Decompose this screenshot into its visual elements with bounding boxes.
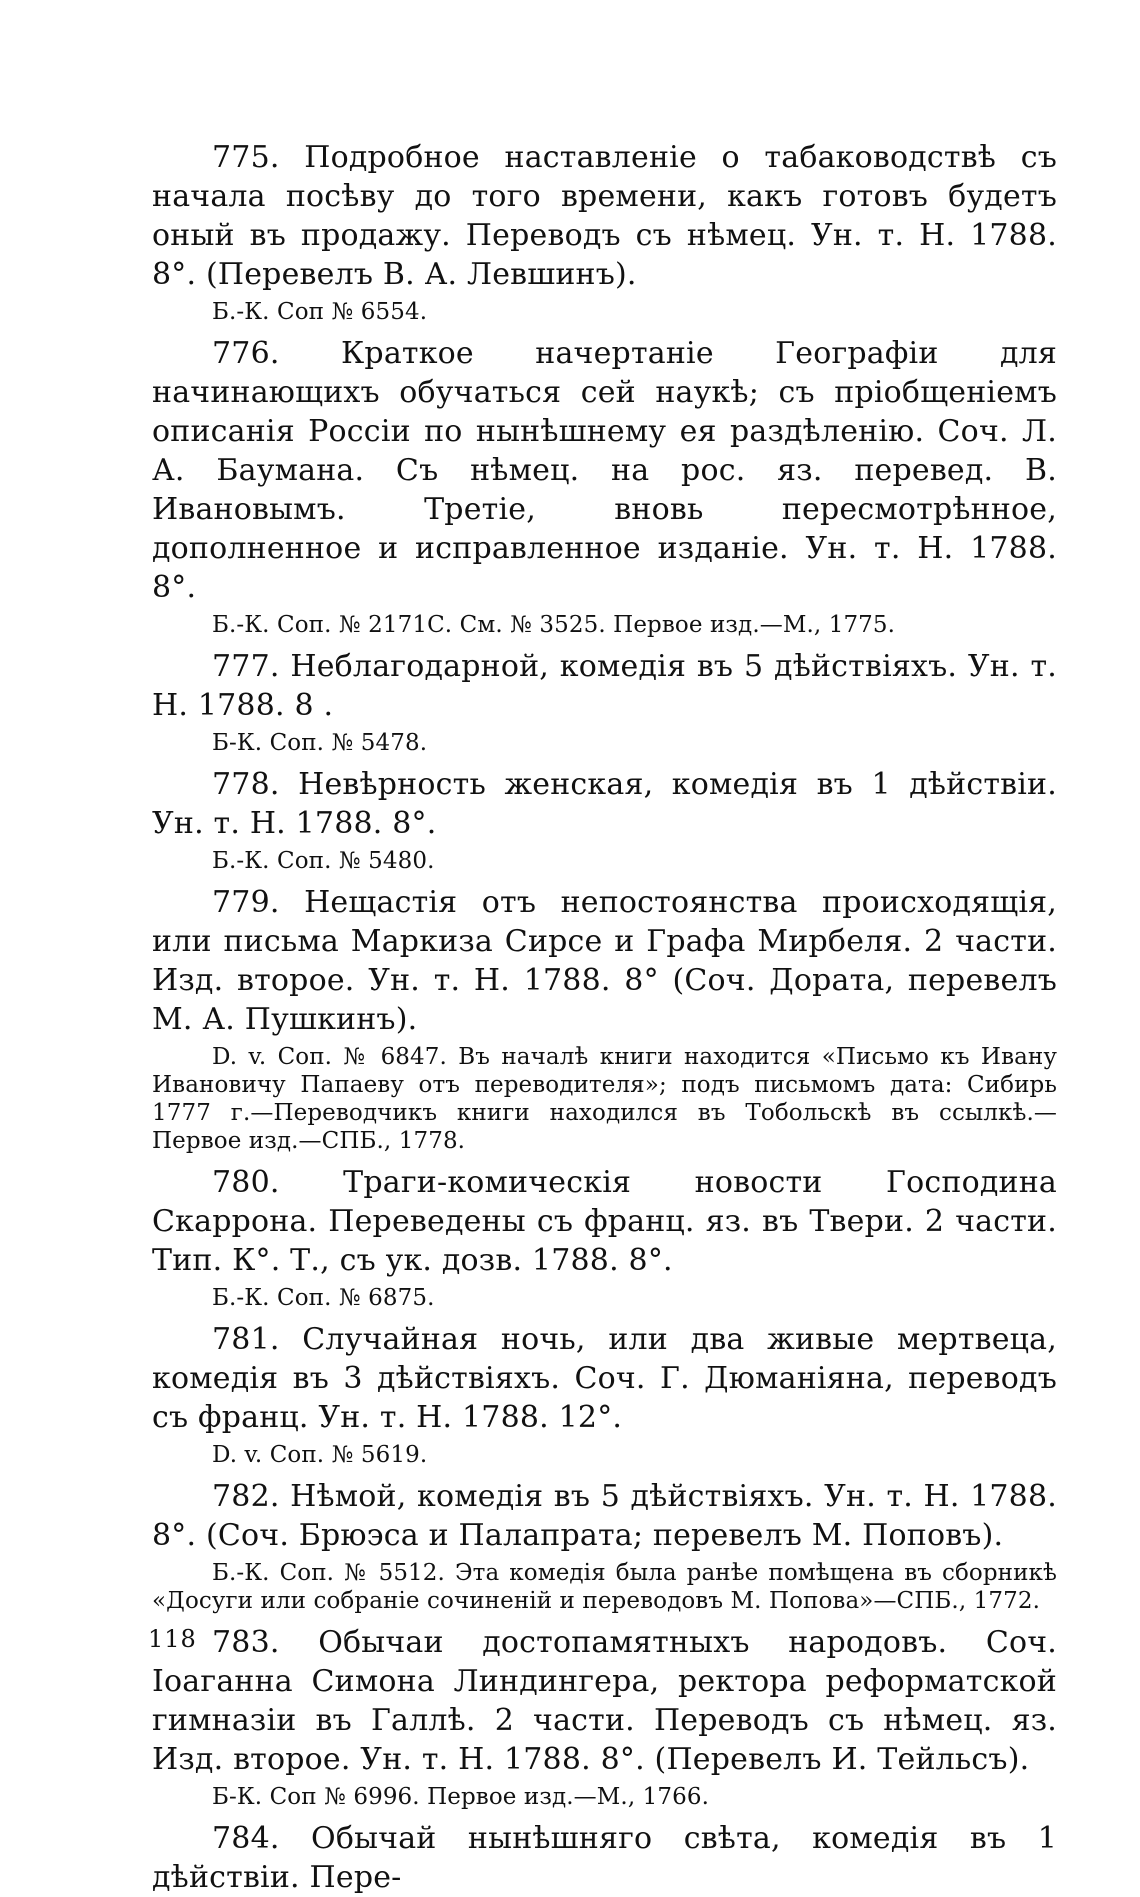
entry-777 bbox=[152, 647, 1057, 757]
entry-note: D. v. Соп. № 5619. bbox=[212, 1442, 428, 1468]
entry-text: 779. Нещастія отъ непостоянства происходящія, или письма Маркиза Сирсе и Графа Мирбеля. 2 части. Изд. второе. Ун. т. Н. 1788. 8° (Соч. Дората, перевелъ М. А. Пушкинъ). bbox=[152, 885, 1057, 1037]
entry-783 bbox=[152, 1623, 1057, 1811]
page-body bbox=[152, 138, 1057, 1897]
entry-text: 782. Нѣмой, комедія въ 5 дѣйствіяхъ. Ун. т. Н. 1788. 8°. (Соч. Брюэса и Палапрата; перевелъ М. Поповъ). bbox=[152, 1479, 1057, 1553]
entry-780 bbox=[152, 1163, 1057, 1312]
entry-784 bbox=[152, 1819, 1057, 1897]
entry-775 bbox=[152, 138, 1057, 326]
entry-text: 775. Подробное наставленіе о табаководствѣ съ начала посѣву до того времени, какъ готовъ будетъ оный въ продажу. Переводъ съ нѣмец. Ун. т. Н. 1788. 8°. (Перевелъ В. А. Левшинъ). bbox=[152, 140, 1057, 292]
entry-note: Б-К. Соп. № 5478. bbox=[212, 730, 428, 756]
entry-text: 777. Неблагодарной, комедія въ 5 дѣйствіяхъ. Ун. т. Н. 1788. 8 . bbox=[152, 649, 1057, 723]
entry-779 bbox=[152, 883, 1057, 1155]
entry-note: Б.-К. Соп. № 5480. bbox=[212, 848, 435, 874]
page-number: 118 bbox=[148, 1625, 197, 1653]
entry-782 bbox=[152, 1477, 1057, 1615]
entry-note: Б-К. Соп № 6996. Первое изд.—М., 1766. bbox=[212, 1784, 709, 1810]
entry-776 bbox=[152, 334, 1057, 639]
entry-text: 776. Краткое начертаніе Географіи для начинающихъ обучаться сей наукѣ; съ пріобщеніемъ описанія Россіи по нынѣшнему ея раздѣленію. Соч. Л. А. Баумана. Съ нѣмец. на рос. яз. перевед. В. Ивановымъ. Третіе, вновь пересмотрѣнное, дополненное и исправленное изданіе. Ун. т. Н. 1788. 8°. bbox=[152, 336, 1057, 605]
entry-781 bbox=[152, 1320, 1057, 1469]
entry-note: Б.-К. Соп № 6554. bbox=[212, 299, 428, 325]
entry-text: 780. Траги-комическія новости Господина Скаррона. Переведены съ франц. яз. въ Твери. 2 части. Тип. К°. Т., съ ук. дозв. 1788. 8°. bbox=[152, 1165, 1057, 1278]
entry-note: Б.-К. Соп. № 2171С. См. № 3525. Первое изд.—М., 1775. bbox=[212, 612, 896, 638]
entry-778 bbox=[152, 765, 1057, 875]
entry-text: 784. Обычай нынѣшняго свѣта, комедія въ 1 дѣйствіи. Пере- bbox=[152, 1821, 1057, 1895]
entry-note: Б.-К. Соп. № 6875. bbox=[212, 1285, 435, 1311]
entry-text: 778. Невѣрность женская, комедія въ 1 дѣйствіи. Ун. т. Н. 1788. 8°. bbox=[152, 767, 1057, 841]
entry-text: 783. Обычаи достопамятныхъ народовъ. Соч. Іоаганна Симона Линдингера, ректора реформатской гимназіи въ Галлѣ. 2 части. Переводъ съ нѣмец. яз. Изд. второе. Ун. т. Н. 1788. 8°. (Перевелъ И. Тейльсъ). bbox=[152, 1625, 1057, 1777]
entry-text: 781. Случайная ночь, или два живые мертвеца, комедія въ 3 дѣйствіяхъ. Соч. Г. Дюманіяна, переводъ съ франц. Ун. т. Н. 1788. 12°. bbox=[152, 1322, 1057, 1435]
entry-note: D. v. Соп. № 6847. Въ началѣ книги находится «Письмо къ Ивану Ивановичу Папаеву отъ переводителя»; подъ письмомъ дата: Сибирь 1777 г.—Переводчикъ книги находился въ Тобольскѣ въ ссылкѣ.—Первое изд.—СПБ., 1778. bbox=[152, 1044, 1057, 1154]
entry-note: Б.-К. Соп. № 5512. Эта комедія была ранѣе помѣщена въ сборникѣ «Досуги или собраніе сочиненій и переводовъ М. Попова»—СПБ., 1772. bbox=[152, 1560, 1057, 1614]
